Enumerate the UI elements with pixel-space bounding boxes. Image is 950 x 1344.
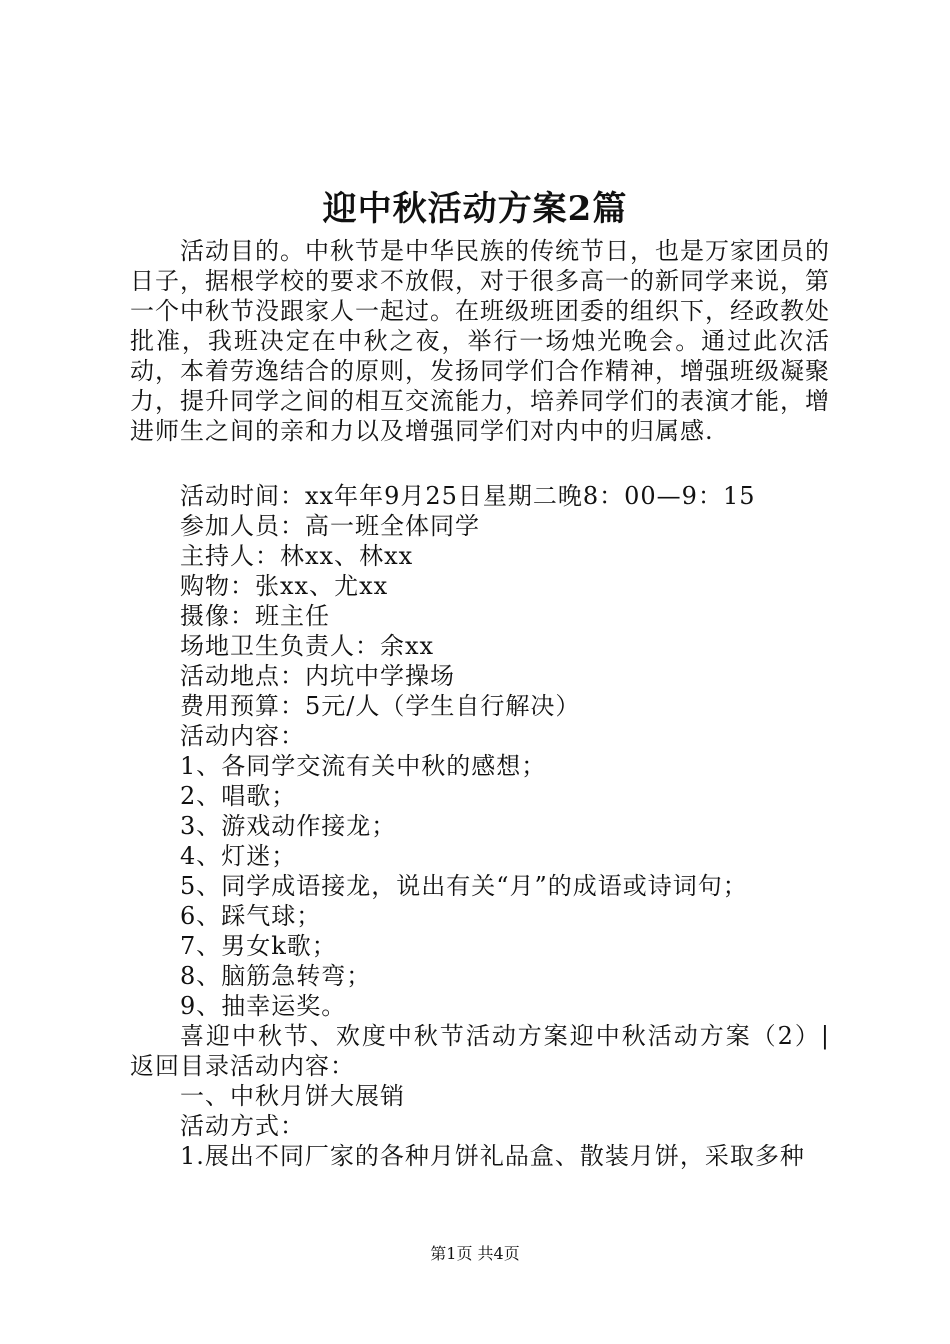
detail-line: 活动内容： [180, 722, 305, 750]
intro-paragraph: 活动目的。中秋节是中华民族的传统节日，也是万家团员的日子，据根学校的要求不放假，对于很多高一的新同学来说，第一个中秋节没跟家人一起过。在班级班团委的组织下，经政教处批准，我班决定在中秋之夜，举行一场烛光晚会。通过此次活动，本着劳逸结合的原则，发扬同学们合作精神，增强班级凝聚力，提升同学之间的相互交流能力，培养同学们的表演才能，增进师生之间的亲和力以及增强同学们对内中的归属感. [130, 237, 830, 445]
detail-line: 参加人员：高一班全体同学 [180, 512, 480, 540]
detail-line: 4、灯迷； [180, 842, 297, 870]
section2-intro-paragraph: 喜迎中秋节、欢度中秋节活动方案迎中秋活动方案（2）|返回目录活动内容： [130, 1022, 830, 1080]
detail-line: 1、各同学交流有关中秋的感想； [180, 752, 547, 780]
detail-line: 活动时间：xx年年9月25日星期二晚8：00—9：15 [180, 482, 756, 510]
detail-line: 场地卫生负责人：余xx [180, 632, 435, 660]
detail-line: 9、抽幸运奖。 [180, 992, 347, 1020]
detail-line: 活动地点：内坑中学操场 [180, 662, 455, 690]
detail-line: 主持人：林xx、林xx [180, 542, 414, 570]
detail-line: 8、脑筋急转弯； [180, 962, 372, 990]
details-list [180, 481, 840, 1021]
detail-line: 费用预算：5元/人（学生自行解决） [180, 692, 581, 720]
page-footer: 第1页 共4页 [430, 1244, 520, 1263]
detail-line: 2、唱歌； [180, 782, 297, 810]
section2-line: 活动方式： [180, 1112, 305, 1140]
document-title: 迎中秋活动方案2篇 [322, 189, 628, 229]
detail-line: 7、男女k歌； [180, 932, 337, 960]
detail-line: 5、同学成语接龙，说出有关“月”的成语或诗词句； [180, 872, 748, 900]
detail-line: 摄像：班主任 [180, 602, 330, 630]
section2-line: 一、中秋月饼大展销 [180, 1082, 405, 1110]
section2-list [180, 1081, 840, 1171]
detail-line: 6、踩气球； [180, 902, 322, 930]
detail-line: 3、游戏动作接龙； [180, 812, 397, 840]
section2-line: 1.展出不同厂家的各种月饼礼品盒、散装月饼，采取多种 [180, 1142, 805, 1170]
detail-line: 购物：张xx、尤xx [180, 572, 389, 600]
